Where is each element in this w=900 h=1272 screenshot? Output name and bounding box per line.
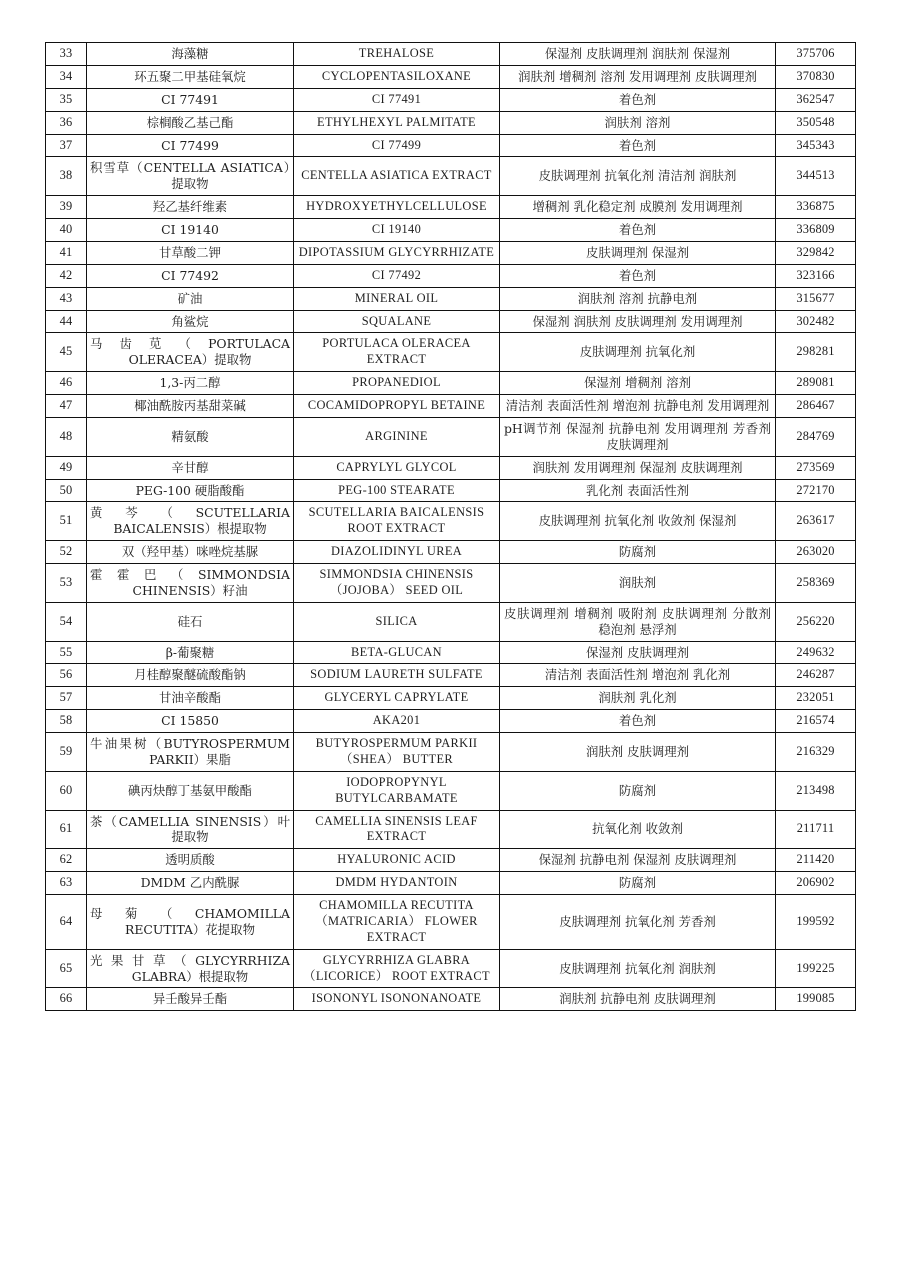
chinese-name-cell: 茶（CAMELLIA SINENSIS）叶提取物 bbox=[87, 810, 294, 849]
row-index-cell: 39 bbox=[46, 196, 87, 219]
usage-count-cell: 213498 bbox=[776, 771, 856, 810]
row-index-cell: 33 bbox=[46, 43, 87, 66]
function-cell: 皮肤调理剂 抗氧化剂 收敛剂 保湿剂 bbox=[500, 502, 776, 541]
inci-name-cell: DIAZOLIDINYL UREA bbox=[294, 541, 500, 564]
chinese-name-cell: CI 77491 bbox=[87, 88, 294, 111]
row-index-cell: 65 bbox=[46, 949, 87, 988]
function-cell: 抗氧化剂 收敛剂 bbox=[500, 810, 776, 849]
usage-count-cell: 211711 bbox=[776, 810, 856, 849]
inci-name-cell: PORTULACA OLERACEA EXTRACT bbox=[294, 333, 500, 372]
table-row bbox=[46, 564, 856, 603]
table-body bbox=[46, 43, 856, 1011]
function-cell: 防腐剂 bbox=[500, 872, 776, 895]
function-cell: 保湿剂 抗静电剂 保湿剂 皮肤调理剂 bbox=[500, 849, 776, 872]
function-cell: 清洁剂 表面活性剂 增泡剂 抗静电剂 发用调理剂 bbox=[500, 395, 776, 418]
usage-count-cell: 336809 bbox=[776, 219, 856, 242]
table-row bbox=[46, 395, 856, 418]
usage-count-cell: 249632 bbox=[776, 641, 856, 664]
inci-name-cell: CI 77492 bbox=[294, 264, 500, 287]
chinese-name-cell: CI 77492 bbox=[87, 264, 294, 287]
chinese-name-cell: 积雪草（CENTELLA ASIATICA）提取物 bbox=[87, 157, 294, 196]
usage-count-cell: 199085 bbox=[776, 988, 856, 1011]
chinese-name-cell: 月桂醇聚醚硫酸酯钠 bbox=[87, 664, 294, 687]
function-cell: 润肤剂 bbox=[500, 564, 776, 603]
table-row bbox=[46, 456, 856, 479]
row-index-cell: 45 bbox=[46, 333, 87, 372]
function-cell: 乳化剂 表面活性剂 bbox=[500, 479, 776, 502]
chinese-name-cell: 牛油果树（BUTYROSPERMUM PARKII）果脂 bbox=[87, 733, 294, 772]
function-cell: 防腐剂 bbox=[500, 541, 776, 564]
inci-name-cell: BETA-GLUCAN bbox=[294, 641, 500, 664]
inci-name-cell: PROPANEDIOL bbox=[294, 372, 500, 395]
function-cell: 润肤剂 溶剂 抗静电剂 bbox=[500, 287, 776, 310]
usage-count-cell: 362547 bbox=[776, 88, 856, 111]
chinese-name-cell: 甘草酸二钾 bbox=[87, 241, 294, 264]
table-row bbox=[46, 664, 856, 687]
usage-count-cell: 336875 bbox=[776, 196, 856, 219]
chinese-name-cell: 环五聚二甲基硅氧烷 bbox=[87, 65, 294, 88]
row-index-cell: 46 bbox=[46, 372, 87, 395]
inci-name-cell: SIMMONDSIA CHINENSIS （JOJOBA） SEED OIL bbox=[294, 564, 500, 603]
table-row bbox=[46, 479, 856, 502]
usage-count-cell: 206902 bbox=[776, 872, 856, 895]
inci-name-cell: CYCLOPENTASILOXANE bbox=[294, 65, 500, 88]
chinese-name-cell: 马齿苋（PORTULACA OLERACEA）提取物 bbox=[87, 333, 294, 372]
function-cell: 着色剂 bbox=[500, 134, 776, 157]
row-index-cell: 47 bbox=[46, 395, 87, 418]
table-row bbox=[46, 241, 856, 264]
inci-name-cell: CI 19140 bbox=[294, 219, 500, 242]
table-row bbox=[46, 372, 856, 395]
row-index-cell: 55 bbox=[46, 641, 87, 664]
table-row bbox=[46, 988, 856, 1011]
chinese-name-cell: 角鲨烷 bbox=[87, 310, 294, 333]
row-index-cell: 36 bbox=[46, 111, 87, 134]
function-cell: 皮肤调理剂 增稠剂 吸附剂 皮肤调理剂 分散剂 稳泡剂 悬浮剂 bbox=[500, 602, 776, 641]
usage-count-cell: 273569 bbox=[776, 456, 856, 479]
row-index-cell: 53 bbox=[46, 564, 87, 603]
inci-name-cell: PEG-100 STEARATE bbox=[294, 479, 500, 502]
row-index-cell: 52 bbox=[46, 541, 87, 564]
inci-name-cell: GLYCYRRHIZA GLABRA （LICORICE） ROOT EXTRACT bbox=[294, 949, 500, 988]
chinese-name-cell: 霍霍巴（SIMMONDSIA CHINENSIS）籽油 bbox=[87, 564, 294, 603]
row-index-cell: 44 bbox=[46, 310, 87, 333]
usage-count-cell: 286467 bbox=[776, 395, 856, 418]
usage-count-cell: 246287 bbox=[776, 664, 856, 687]
usage-count-cell: 315677 bbox=[776, 287, 856, 310]
usage-count-cell: 329842 bbox=[776, 241, 856, 264]
table-row bbox=[46, 502, 856, 541]
chinese-name-cell: 双（羟甲基）咪唑烷基脲 bbox=[87, 541, 294, 564]
usage-count-cell: 216329 bbox=[776, 733, 856, 772]
row-index-cell: 35 bbox=[46, 88, 87, 111]
function-cell: 皮肤调理剂 抗氧化剂 芳香剂 bbox=[500, 895, 776, 950]
row-index-cell: 62 bbox=[46, 849, 87, 872]
row-index-cell: 60 bbox=[46, 771, 87, 810]
table-row bbox=[46, 602, 856, 641]
usage-count-cell: 344513 bbox=[776, 157, 856, 196]
inci-name-cell: IODOPROPYNYL BUTYLCARBAMATE bbox=[294, 771, 500, 810]
usage-count-cell: 256220 bbox=[776, 602, 856, 641]
chinese-name-cell: 透明质酸 bbox=[87, 849, 294, 872]
inci-name-cell: DMDM HYDANTOIN bbox=[294, 872, 500, 895]
function-cell: 着色剂 bbox=[500, 264, 776, 287]
row-index-cell: 40 bbox=[46, 219, 87, 242]
usage-count-cell: 323166 bbox=[776, 264, 856, 287]
table-row bbox=[46, 157, 856, 196]
table-row bbox=[46, 872, 856, 895]
usage-count-cell: 298281 bbox=[776, 333, 856, 372]
inci-name-cell: CENTELLA ASIATICA EXTRACT bbox=[294, 157, 500, 196]
function-cell: 润肤剂 发用调理剂 保湿剂 皮肤调理剂 bbox=[500, 456, 776, 479]
row-index-cell: 56 bbox=[46, 664, 87, 687]
table-row bbox=[46, 733, 856, 772]
usage-count-cell: 263617 bbox=[776, 502, 856, 541]
inci-name-cell: SCUTELLARIA BAICALENSIS ROOT EXTRACT bbox=[294, 502, 500, 541]
row-index-cell: 49 bbox=[46, 456, 87, 479]
function-cell: 保湿剂 润肤剂 皮肤调理剂 发用调理剂 bbox=[500, 310, 776, 333]
table-row bbox=[46, 65, 856, 88]
inci-name-cell: CHAMOMILLA RECUTITA （MATRICARIA） FLOWER EXTRACT bbox=[294, 895, 500, 950]
inci-name-cell: SILICA bbox=[294, 602, 500, 641]
row-index-cell: 34 bbox=[46, 65, 87, 88]
chinese-name-cell: 矿油 bbox=[87, 287, 294, 310]
table-row bbox=[46, 687, 856, 710]
function-cell: 润肤剂 抗静电剂 皮肤调理剂 bbox=[500, 988, 776, 1011]
usage-count-cell: 370830 bbox=[776, 65, 856, 88]
inci-name-cell: SQUALANE bbox=[294, 310, 500, 333]
table-row bbox=[46, 196, 856, 219]
function-cell: 润肤剂 溶剂 bbox=[500, 111, 776, 134]
row-index-cell: 42 bbox=[46, 264, 87, 287]
function-cell: 增稠剂 乳化稳定剂 成膜剂 发用调理剂 bbox=[500, 196, 776, 219]
chinese-name-cell: 1,3-丙二醇 bbox=[87, 372, 294, 395]
inci-name-cell: CAPRYLYL GLYCOL bbox=[294, 456, 500, 479]
row-index-cell: 54 bbox=[46, 602, 87, 641]
table-row bbox=[46, 287, 856, 310]
inci-name-cell: ARGININE bbox=[294, 417, 500, 456]
usage-count-cell: 199592 bbox=[776, 895, 856, 950]
table-row bbox=[46, 134, 856, 157]
chinese-name-cell: CI 19140 bbox=[87, 219, 294, 242]
row-index-cell: 37 bbox=[46, 134, 87, 157]
inci-name-cell: TREHALOSE bbox=[294, 43, 500, 66]
usage-count-cell: 284769 bbox=[776, 417, 856, 456]
table-row bbox=[46, 43, 856, 66]
inci-name-cell: COCAMIDOPROPYL BETAINE bbox=[294, 395, 500, 418]
inci-name-cell: MINERAL OIL bbox=[294, 287, 500, 310]
inci-name-cell: SODIUM LAURETH SULFATE bbox=[294, 664, 500, 687]
chinese-name-cell: 海藻糖 bbox=[87, 43, 294, 66]
inci-name-cell: AKA201 bbox=[294, 710, 500, 733]
function-cell: 润肤剂 皮肤调理剂 bbox=[500, 733, 776, 772]
table-row bbox=[46, 417, 856, 456]
usage-count-cell: 289081 bbox=[776, 372, 856, 395]
table-row bbox=[46, 333, 856, 372]
function-cell: 保湿剂 皮肤调理剂 润肤剂 保湿剂 bbox=[500, 43, 776, 66]
table-row bbox=[46, 810, 856, 849]
table-row bbox=[46, 111, 856, 134]
function-cell: 皮肤调理剂 保湿剂 bbox=[500, 241, 776, 264]
row-index-cell: 57 bbox=[46, 687, 87, 710]
chinese-name-cell: PEG-100 硬脂酸酯 bbox=[87, 479, 294, 502]
inci-name-cell: GLYCERYL CAPRYLATE bbox=[294, 687, 500, 710]
inci-name-cell: HYDROXYETHYLCELLULOSE bbox=[294, 196, 500, 219]
usage-count-cell: 345343 bbox=[776, 134, 856, 157]
chinese-name-cell: DMDM 乙内酰脲 bbox=[87, 872, 294, 895]
chinese-name-cell: 椰油酰胺丙基甜菜碱 bbox=[87, 395, 294, 418]
chinese-name-cell: 异壬酸异壬酯 bbox=[87, 988, 294, 1011]
function-cell: 着色剂 bbox=[500, 219, 776, 242]
row-index-cell: 48 bbox=[46, 417, 87, 456]
function-cell: 皮肤调理剂 抗氧化剂 bbox=[500, 333, 776, 372]
function-cell: 保湿剂 增稠剂 溶剂 bbox=[500, 372, 776, 395]
function-cell: 着色剂 bbox=[500, 710, 776, 733]
table-row bbox=[46, 541, 856, 564]
inci-name-cell: ETHYLHEXYL PALMITATE bbox=[294, 111, 500, 134]
function-cell: 润肤剂 乳化剂 bbox=[500, 687, 776, 710]
table-row bbox=[46, 310, 856, 333]
usage-count-cell: 272170 bbox=[776, 479, 856, 502]
chinese-name-cell: 碘丙炔醇丁基氨甲酸酯 bbox=[87, 771, 294, 810]
inci-name-cell: BUTYROSPERMUM PARKII （SHEA） BUTTER bbox=[294, 733, 500, 772]
function-cell: 着色剂 bbox=[500, 88, 776, 111]
usage-count-cell: 302482 bbox=[776, 310, 856, 333]
table-row bbox=[46, 264, 856, 287]
inci-name-cell: CI 77491 bbox=[294, 88, 500, 111]
chinese-name-cell: 黄芩（SCUTELLARIA BAICALENSIS）根提取物 bbox=[87, 502, 294, 541]
usage-count-cell: 232051 bbox=[776, 687, 856, 710]
cosmetic-ingredient-table bbox=[45, 42, 856, 1011]
chinese-name-cell: CI 77499 bbox=[87, 134, 294, 157]
chinese-name-cell: CI 15850 bbox=[87, 710, 294, 733]
chinese-name-cell: 光果甘草（GLYCYRRHIZA GLABRA）根提取物 bbox=[87, 949, 294, 988]
table-row bbox=[46, 710, 856, 733]
row-index-cell: 58 bbox=[46, 710, 87, 733]
function-cell: 润肤剂 增稠剂 溶剂 发用调理剂 皮肤调理剂 bbox=[500, 65, 776, 88]
function-cell: 皮肤调理剂 抗氧化剂 润肤剂 bbox=[500, 949, 776, 988]
document-page bbox=[45, 42, 855, 1011]
function-cell: 皮肤调理剂 抗氧化剂 清洁剂 润肤剂 bbox=[500, 157, 776, 196]
row-index-cell: 59 bbox=[46, 733, 87, 772]
chinese-name-cell: 精氨酸 bbox=[87, 417, 294, 456]
chinese-name-cell: 母菊（CHAMOMILLA RECUTITA）花提取物 bbox=[87, 895, 294, 950]
table-row bbox=[46, 641, 856, 664]
usage-count-cell: 263020 bbox=[776, 541, 856, 564]
chinese-name-cell: 羟乙基纤维素 bbox=[87, 196, 294, 219]
inci-name-cell: CAMELLIA SINENSIS LEAF EXTRACT bbox=[294, 810, 500, 849]
chinese-name-cell: 硅石 bbox=[87, 602, 294, 641]
row-index-cell: 64 bbox=[46, 895, 87, 950]
row-index-cell: 41 bbox=[46, 241, 87, 264]
table-row bbox=[46, 219, 856, 242]
row-index-cell: 50 bbox=[46, 479, 87, 502]
row-index-cell: 43 bbox=[46, 287, 87, 310]
usage-count-cell: 375706 bbox=[776, 43, 856, 66]
table-row bbox=[46, 949, 856, 988]
usage-count-cell: 350548 bbox=[776, 111, 856, 134]
usage-count-cell: 199225 bbox=[776, 949, 856, 988]
inci-name-cell: DIPOTASSIUM GLYCYRRHIZATE bbox=[294, 241, 500, 264]
inci-name-cell: HYALURONIC ACID bbox=[294, 849, 500, 872]
table-row bbox=[46, 88, 856, 111]
table-row bbox=[46, 849, 856, 872]
function-cell: 清洁剂 表面活性剂 增泡剂 乳化剂 bbox=[500, 664, 776, 687]
row-index-cell: 51 bbox=[46, 502, 87, 541]
row-index-cell: 63 bbox=[46, 872, 87, 895]
usage-count-cell: 216574 bbox=[776, 710, 856, 733]
chinese-name-cell: 辛甘醇 bbox=[87, 456, 294, 479]
inci-name-cell: ISONONYL ISONONANOATE bbox=[294, 988, 500, 1011]
chinese-name-cell: β-葡聚糖 bbox=[87, 641, 294, 664]
table-row bbox=[46, 895, 856, 950]
row-index-cell: 66 bbox=[46, 988, 87, 1011]
row-index-cell: 38 bbox=[46, 157, 87, 196]
chinese-name-cell: 甘油辛酸酯 bbox=[87, 687, 294, 710]
usage-count-cell: 258369 bbox=[776, 564, 856, 603]
chinese-name-cell: 棕榈酸乙基己酯 bbox=[87, 111, 294, 134]
function-cell: 防腐剂 bbox=[500, 771, 776, 810]
function-cell: pH调节剂 保湿剂 抗静电剂 发用调理剂 芳香剂 皮肤调理剂 bbox=[500, 417, 776, 456]
table-row bbox=[46, 771, 856, 810]
inci-name-cell: CI 77499 bbox=[294, 134, 500, 157]
row-index-cell: 61 bbox=[46, 810, 87, 849]
usage-count-cell: 211420 bbox=[776, 849, 856, 872]
function-cell: 保湿剂 皮肤调理剂 bbox=[500, 641, 776, 664]
